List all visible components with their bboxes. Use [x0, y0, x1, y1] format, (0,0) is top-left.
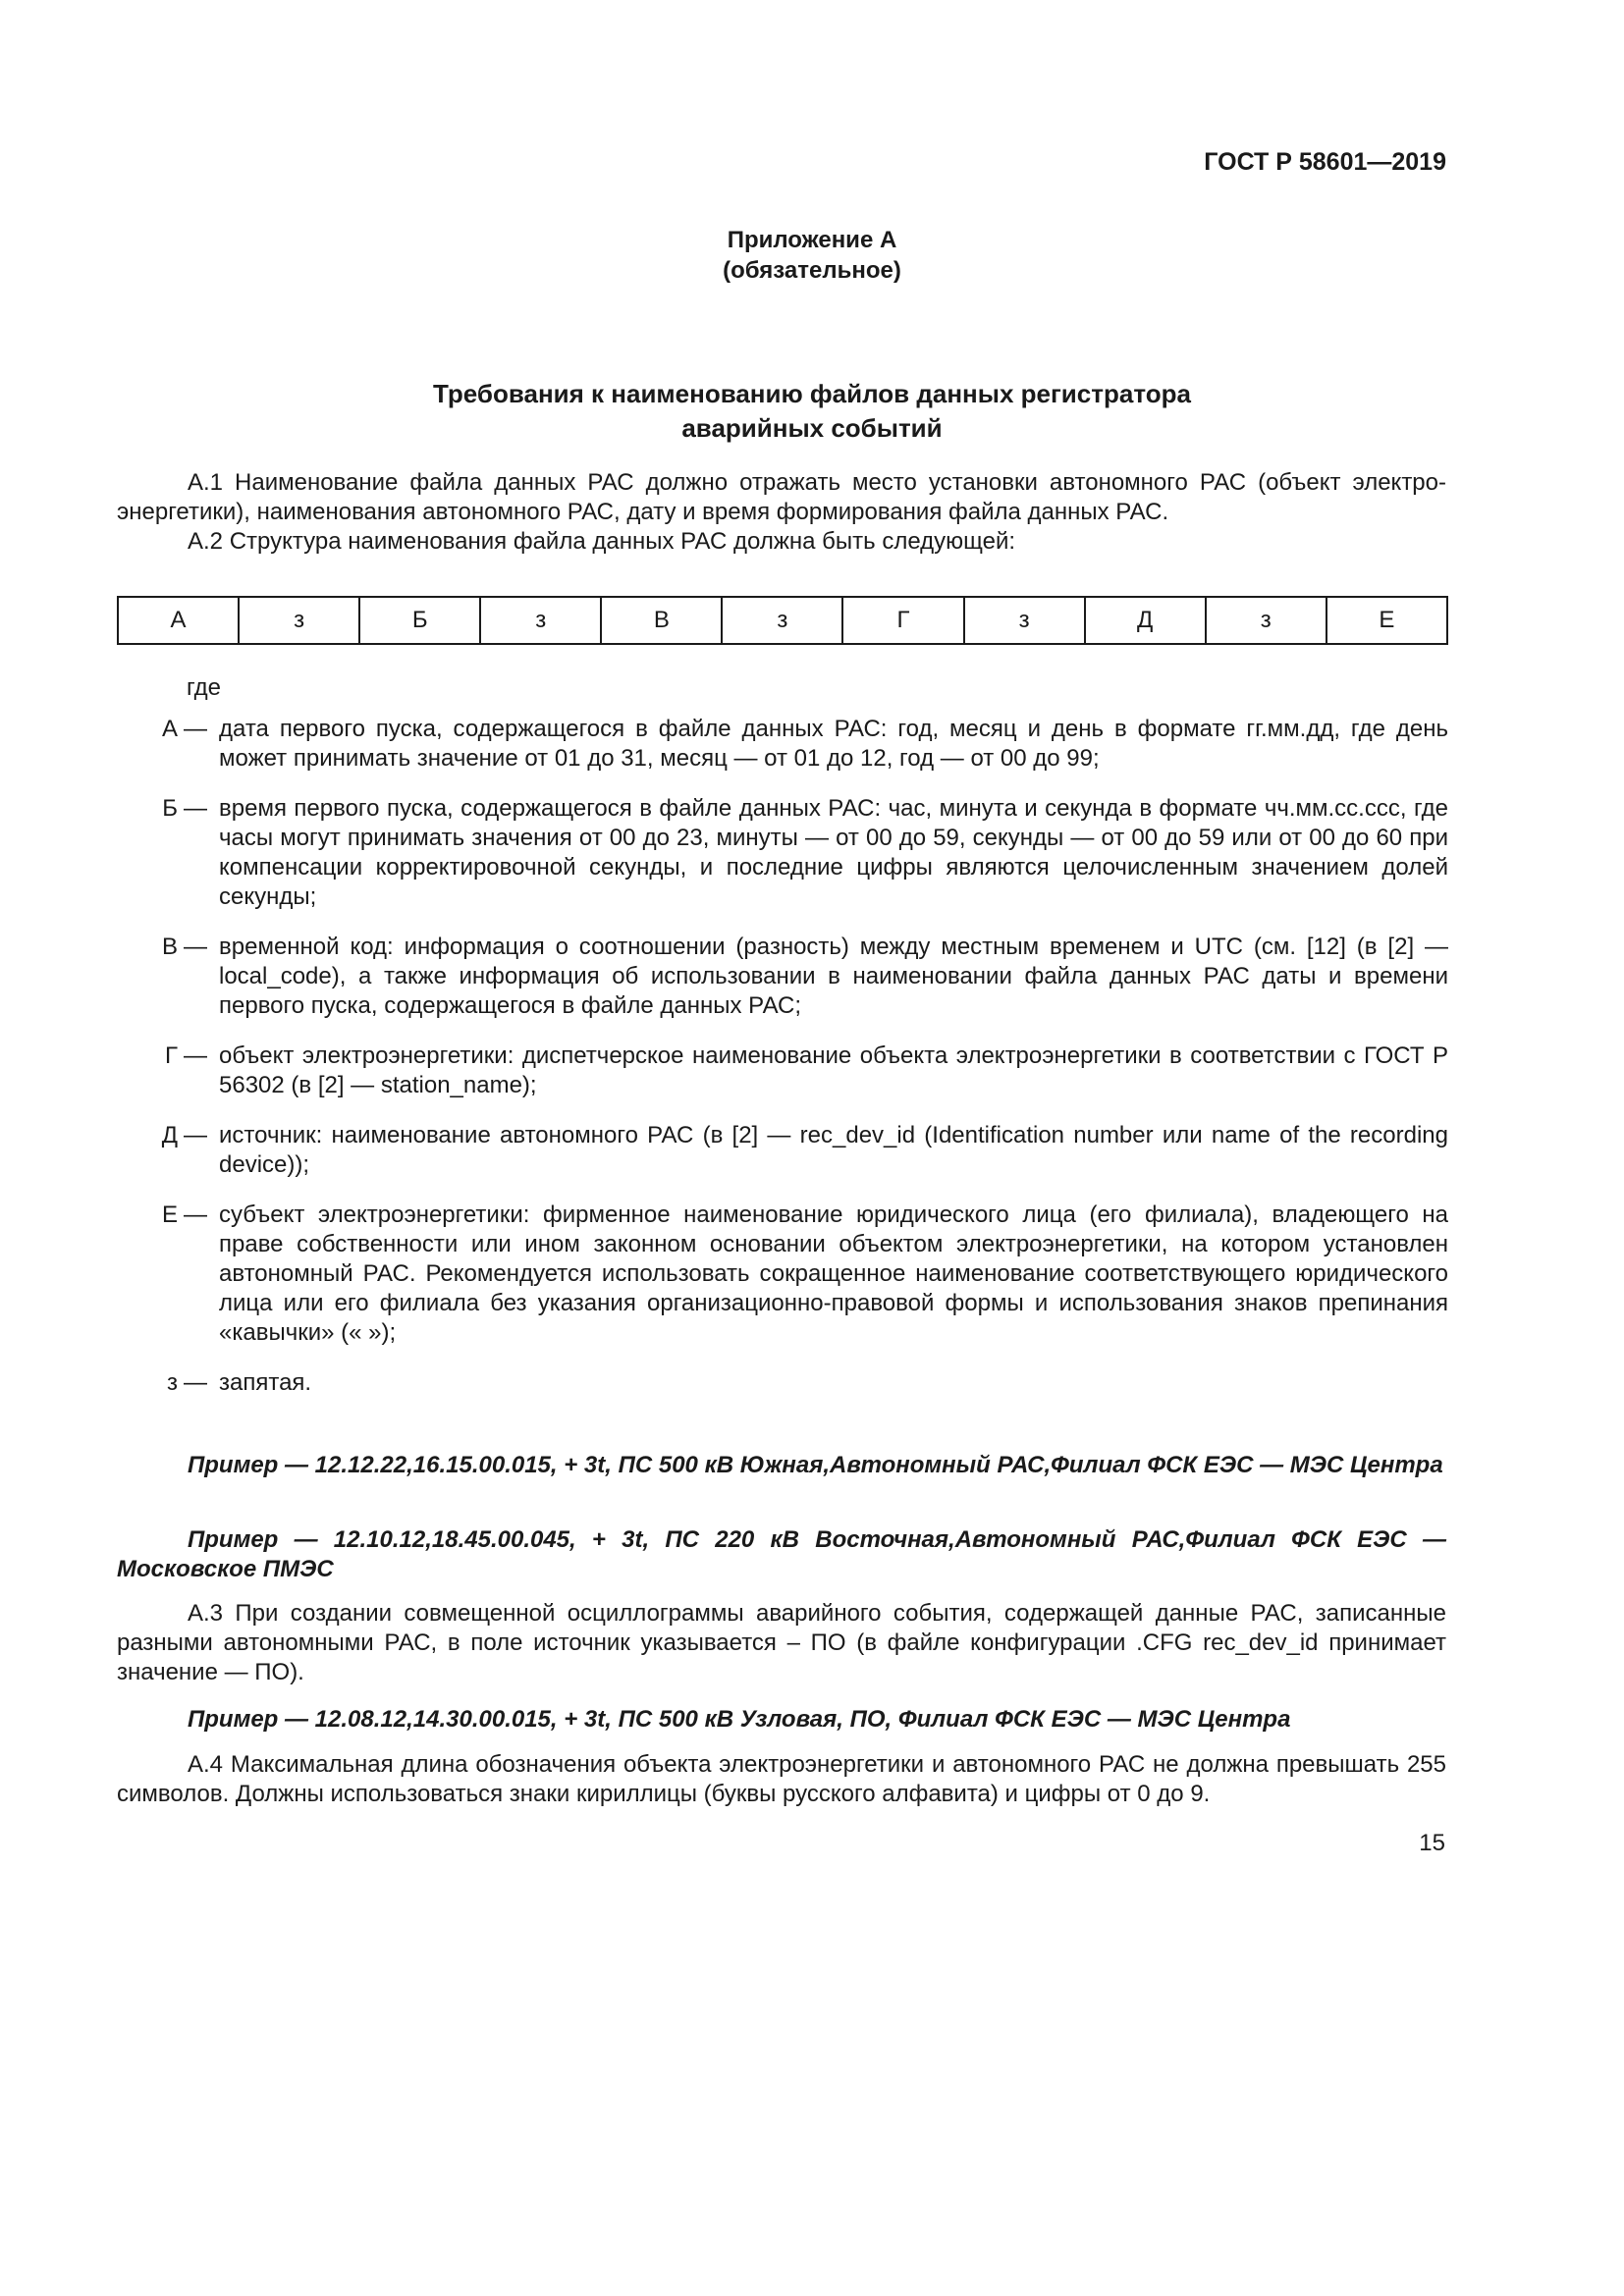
page-number: 15 — [1419, 1830, 1445, 1856]
definition-item — [117, 1368, 1448, 1398]
paragraph-a2 — [117, 527, 1446, 557]
document-code: ГОСТ Р 58601—2019 — [1204, 148, 1446, 176]
definition-symbol: А — [161, 716, 178, 742]
definition-text: источник: наименование автономного РАС (в [2] — rec_dev_id (Identification number или name of the recording device)); — [219, 1122, 1448, 1178]
structure-cell: з — [480, 597, 601, 644]
definition-dash: — — [184, 716, 207, 742]
definition-symbol: Д — [161, 1122, 178, 1148]
definition-item — [117, 1121, 1448, 1180]
example-2 — [117, 1525, 1446, 1584]
structure-cell: Г — [842, 597, 963, 644]
structure-cell: з — [239, 597, 359, 644]
definition-item — [117, 794, 1448, 912]
definition-symbol: Б — [162, 795, 178, 822]
definition-item — [117, 933, 1448, 1021]
definition-item — [117, 1201, 1448, 1348]
definition-text: временной код: информация о соотношении (разность) между местным временем и UTC (см. [12] (в [2] — local_code), а также информация об использовании в наименовании файла данных РАС даты и времени первого пуска, содержащегося в файле данных РАС; — [219, 934, 1448, 1019]
definition-list — [117, 715, 1448, 1418]
paragraph-a2-text: А.2 Структура наименования файла данных РАС должна быть следующей: — [188, 528, 1016, 555]
example-1-text: Пример — 12.12.22,16.15.00.015, + 3t, ПС 500 кВ Южная,Автономный РАС,Филиал ФСК ЕЭС — МЭС Центра — [188, 1452, 1443, 1478]
structure-cell: з — [722, 597, 842, 644]
section-title — [0, 377, 1624, 446]
definition-dash: — — [184, 1042, 207, 1069]
paragraph-a1 — [117, 468, 1446, 527]
definition-text: объект электроэнергетики: диспетчерское наименование объекта электроэнергетики в соответствии с ГОСТ Р 56302 (в [2] — station_name); — [219, 1042, 1448, 1098]
paragraph-a3 — [117, 1599, 1446, 1687]
definition-symbol: Г — [165, 1042, 178, 1069]
paragraph-a1-text: А.1 Наименование файла данных РАС должно отражать место установки автономного РАС (объект электро-энергетики), наименования автономного РАС, дату и время формирования файла данных РАС. — [117, 469, 1446, 525]
section-title-line1: Требования к наименованию файлов данных регистратора — [433, 379, 1191, 408]
definition-symbol: В — [161, 934, 178, 960]
example-2-text: Пример — 12.10.12,18.45.00.045, + 3t, ПС 220 кВ Восточная,Автономный РАС,Филиал ФСК ЕЭС — Московское ПМЭС — [117, 1526, 1446, 1582]
paragraph-a3-text: А.3 При создании совмещенной осциллограммы аварийного события, содержащей данные РАС, записанные разными автономными РАС, в поле источник указывается – ПО (в файле конфигурации .CFG rec_dev_id принимает значение — ПО). — [117, 1600, 1446, 1685]
appendix-heading — [0, 225, 1624, 286]
definition-dash: — — [184, 1201, 207, 1228]
definition-dash: — — [184, 1369, 207, 1396]
section-title-line2: аварийных событий — [681, 413, 943, 443]
structure-cell: Б — [359, 597, 480, 644]
example-3-text: Пример — 12.08.12,14.30.00.015, + 3t, ПС 500 кВ Узловая, ПО, Филиал ФСК ЕЭС — МЭС Центра — [188, 1706, 1291, 1733]
definition-item — [117, 1041, 1448, 1100]
definition-item — [117, 715, 1448, 774]
definition-symbol: з — [166, 1369, 178, 1396]
definition-text: субъект электроэнергетики: фирменное наименование юридического лица (его филиала), владеющего на праве собственности или ином законном основании объектом электроэнергетики, на котором установлен автономный РАС. Рекомендуется использовать сокращенное наименование соответствующего юридического лица или его филиала без указания организационно-правовой формы и использования знаков препинания «кавычки» (« »); — [219, 1201, 1448, 1346]
structure-cell: з — [964, 597, 1085, 644]
paragraph-a4-text: А.4 Максимальная длина обозначения объекта электроэнергетики и автономного РАС не должна превышать 255 символов. Должны использоваться знаки кириллицы (буквы русского алфавита) и цифры от 0 до 9. — [117, 1751, 1446, 1807]
paragraph-a4 — [117, 1750, 1446, 1809]
structure-cell: Е — [1326, 597, 1447, 644]
definition-symbol: Е — [161, 1201, 178, 1228]
definition-dash: — — [184, 934, 207, 960]
appendix-status: (обязательное) — [723, 257, 901, 284]
definition-dash: — — [184, 795, 207, 822]
filename-structure-table — [117, 596, 1448, 645]
structure-cell: з — [1206, 597, 1326, 644]
example-1 — [117, 1451, 1446, 1480]
definition-text: время первого пуска, содержащегося в файле данных РАС: час, минута и секунда в формате чч.мм.сс.ссс, где часы могут принимать значения от 00 до 23, минуты — от 00 до 59, секунды — от 00 до 59 или от 00 до 60 при компенсации корректировочной секунды, и последние цифры являются целочисленным значением долей секунды; — [219, 795, 1448, 910]
example-3 — [117, 1705, 1446, 1735]
structure-cell: А — [118, 597, 239, 644]
appendix-title: Приложение А — [727, 227, 897, 253]
definition-dash: — — [184, 1122, 207, 1148]
where-label: где — [187, 674, 222, 701]
structure-row — [118, 597, 1447, 644]
structure-cell: В — [601, 597, 722, 644]
definition-text: запятая. — [219, 1369, 312, 1396]
structure-cell: Д — [1085, 597, 1206, 644]
definition-text: дата первого пуска, содержащегося в файле данных РАС: год, месяц и день в формате гг.мм.дд, где день может принимать значение от 01 до 31, месяц — от 01 до 12, год — от 00 до 99; — [219, 716, 1448, 772]
